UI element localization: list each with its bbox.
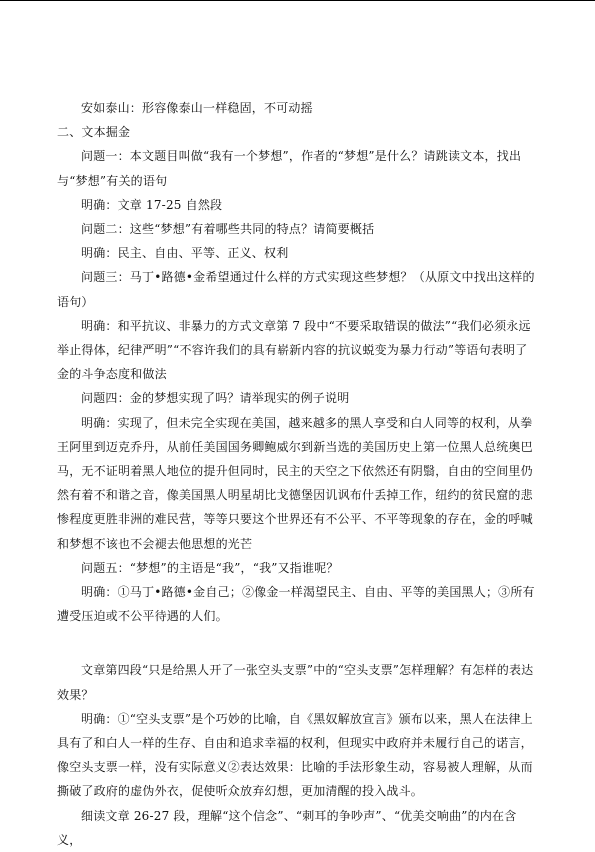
question-3: 问题三：马丁•路德•金希望通过什么样的方式实现这些梦想？（从原文中找出这样的语句） <box>57 270 535 309</box>
answer-4: 明确：实现了，但未完全实现在美国，越来越多的黑人享受和白人同等的权利，从拳王阿里到迈克乔丹，从前任美国国务卿鲍威尔到新当选的美国历史上第一位黑人总统奥巴马，无不证明着黑人地位的提升但同时，民主的天空之下依然还有阴翳，自由的空间里仍然有着不和谐之音，像美国黑人明星胡比戈德堡因讥讽布什丢掉工作，纽约的贫民窟的悲惨程度更胜非洲的难民营，等等只要这个世界还有不公平、不平等现象的存在，金的呼喊和梦想不该也不会褪去他思想的光芒 <box>57 415 533 551</box>
answer-1: 明确：文章 17-25 自然段 <box>81 197 223 212</box>
answer-6: 明确：①“空头支票”是个巧妙的比喻，自《黑奴解放宣言》颁布以来，黑人在法律上具有了和白人一样的生存、自由和追求幸福的权利，但现实中政府并未履行自己的诺言，像空头支票一样，没有实际意义②表达效果：比喻的手法形象生动，容易被人理解，从而撕破了政府的虚伪外衣，促使听众放弃幻想，更加清醒的投入战斗。 <box>57 711 533 799</box>
answer-3: 明确：和平抗议、非暴力的方式文章第 7 段中“不要采取错误的做法”“我们必须永远举止得体，纪律严明”“不容许我们的具有崭新内容的抗议蜕变为暴力行动”等语句表明了金的斗争态度和做法 <box>57 318 531 382</box>
top-border-line <box>0 0 595 1</box>
question-1: 问题一：本文题目叫做“我有一个梦想”，作者的“梦想”是什么？请跳读文本，找出与“梦想”有关的语句 <box>57 149 522 188</box>
paragraph-gap <box>57 628 538 658</box>
question-5: 问题五：“梦想”的主语是“我”，“我”又指谁呢？ <box>81 560 339 575</box>
answer-5: 明确：①马丁•路德•金自己；②像金一样渴望民主、自由、平等的美国黑人；③所有遭受压迫或不公平待遇的人们。 <box>57 585 535 624</box>
question-4: 问题四：金的梦想实现了吗？请举现实的例子说明 <box>81 391 350 406</box>
document-body <box>57 96 538 852</box>
close-reading-prompt: 细读文章 26-27 段，理解“这个信念”、“刺耳的争吵声”、“优美交响曲”的内在含义， <box>57 808 517 847</box>
section-heading: 二、文本掘金 <box>57 125 131 140</box>
answer-2: 明确：民主、自由、平等、正义、权利 <box>81 246 289 261</box>
idiom-definition: 安如泰山：形容像泰山一样稳固，不可动摇 <box>81 101 313 115</box>
question-2: 问题二：这些“梦想”有着哪些共同的特点？请简要概括 <box>81 222 375 237</box>
question-6: 文章第四段“只是给黑人开了一张空头支票”中的“空头支票”怎样理解？有怎样的表达效果？ <box>57 663 534 702</box>
